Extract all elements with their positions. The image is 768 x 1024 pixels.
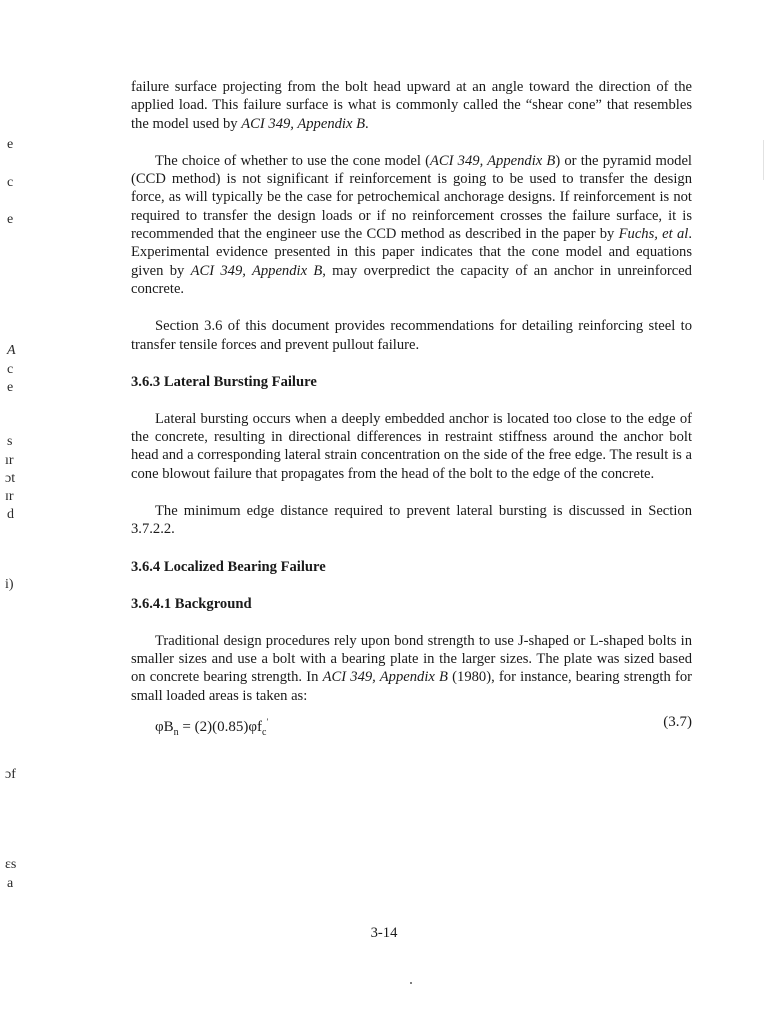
paragraph: Section 3.6 of this document provides recommendations for detailing reinforcing steel to transfer tensile forces and prevent pullout failure. xyxy=(131,318,692,353)
margin-fragment: ɔf xyxy=(5,767,16,782)
margin-fragment: ɛs xyxy=(5,857,17,872)
scan-speck xyxy=(410,982,412,984)
section-heading: 3.6.4 Localized Bearing Failure xyxy=(131,558,326,575)
margin-fragment: ɪr xyxy=(5,489,14,504)
margin-fragment: e xyxy=(7,137,14,152)
margin-fragment: A xyxy=(7,343,16,358)
margin-fragment: e xyxy=(7,380,14,395)
section-heading: 3.6.3 Lateral Bursting Failure xyxy=(131,373,317,390)
margin-fragment: c xyxy=(7,175,14,190)
paragraph: The minimum edge distance required to prevent lateral bursting is discussed in Section 3.7.2.2. xyxy=(131,503,692,538)
margin-fragment: ır xyxy=(5,453,14,468)
subsection-heading: 3.6.4.1 Background xyxy=(131,595,252,612)
paragraph: The choice of whether to use the cone model (ACI 349, Appendix B) or the pyramid model (CCD method) is not significant if reinforcement is going to be used to transfer the design force, as will typically be the case for petrochemical anchorage designs. If reinforcement is not required to transfer the design loads or if no reinforcement crosses the failure surface, it is recommended that the engineer use the CCD method as described in the paper by Fuchs, et al. Experimental evidence presented in this paper indicates that the cone model and equations given by ACI 349, Appendix B, may overpredict the capacity of an anchor in unreinforced concrete. xyxy=(131,152,692,297)
margin-fragment: d xyxy=(7,507,14,522)
margin-fragment: c xyxy=(7,362,14,377)
margin-fragment: ɔt xyxy=(5,471,16,486)
equation-number: (3.7) xyxy=(663,713,692,730)
paragraph: Lateral bursting occurs when a deeply embedded anchor is located too close to the edge of the concrete, resulting in directional differences in restraint stiffness around the anchor bolt head and a corresponding lateral strain concentration on the side of the free edge. The result is a cone blowout failure that propagates from the head of the bolt to the edge of the concrete. xyxy=(131,410,692,482)
equation: $\varphi B_n = (2)(0.85)\varphi f_c'$ xyxy=(155,716,269,738)
margin-fragment: a xyxy=(7,876,14,891)
paragraph: failure surface projecting from the bolt head upward at an angle toward the direction of the applied load. This failure surface is what is commonly called the “shear cone” that resembles the model used by ACI 349, Appendix B. xyxy=(131,79,692,132)
scan-edge-mark xyxy=(763,140,764,180)
paragraph: Traditional design procedures rely upon bond strength to use J-shaped or L-shaped bolts in smaller sizes and use a bolt with a bearing plate in the larger sizes. The plate was sized based on concrete bearing strength. In ACI 349, Appendix B (1980), for instance, bearing strength for small loaded areas is taken as: xyxy=(131,632,692,704)
equation-row xyxy=(131,713,692,739)
margin-fragment: i) xyxy=(5,577,14,592)
margin-fragment: e xyxy=(7,212,14,227)
page-number: 3-14 xyxy=(370,925,398,941)
margin-fragment: s xyxy=(7,434,13,449)
body-text xyxy=(131,78,692,739)
